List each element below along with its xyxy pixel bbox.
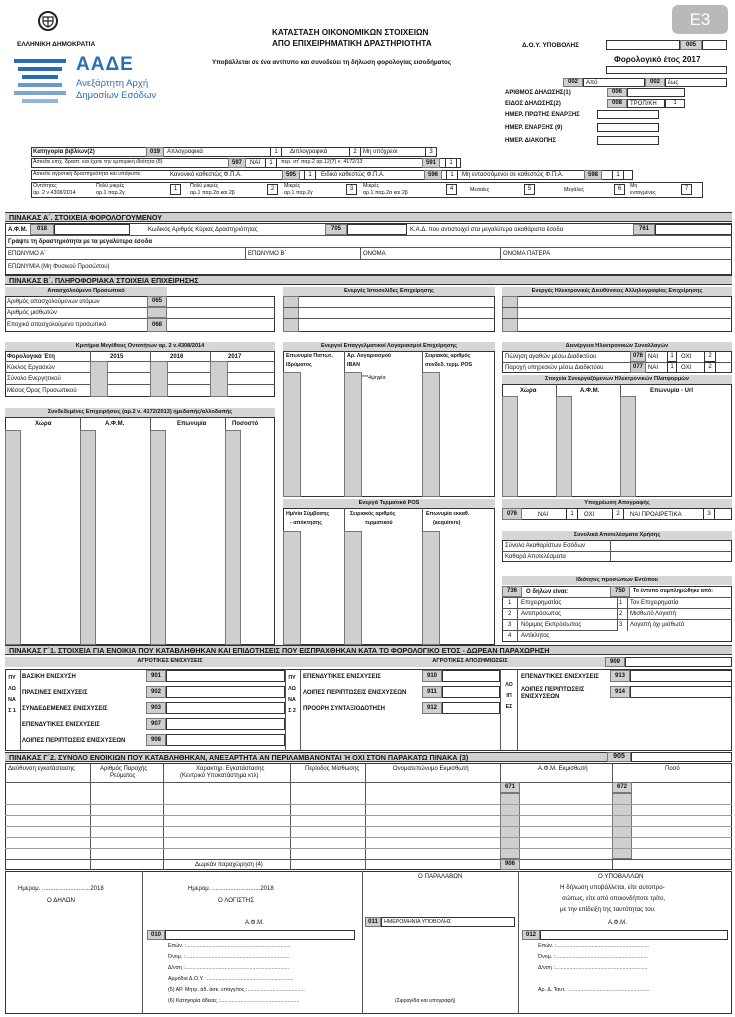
trade-question: Ασκείτε επιχ. δραστ. και έχετε την εμπορική ιδιότητα (8): [33, 159, 163, 165]
g1-r4: ΕΠΕΝΔΥΤΙΚΕΣ ΕΝΙΣΧΥΣΕΙΣ: [22, 722, 100, 728]
sign-acc-address: Δ/νση :.......................................................................: [168, 965, 290, 971]
pos-h2b: τερματικού: [365, 520, 393, 526]
filer-g-n1[interactable]: 1: [619, 600, 623, 606]
inv-code: 076: [502, 508, 522, 520]
form-title-1: ΚΑΤΑΣΤΑΣΗ ΟΙΚΟΝΟΜΙΚΩΝ ΣΤΟΙΧΕΙΩΝ: [272, 28, 429, 37]
g2-h1: Διεύθυνση εγκατάστασης: [8, 766, 75, 772]
pos-header: Ενεργά Τερματικά POS: [283, 499, 495, 508]
sign-date2: Ημερομ. .............................2018: [188, 886, 274, 892]
sign-subdate-label: ΗΜΕΡΟΜΗΝΙΑ ΥΠΟΒΟΛΗΣ: [384, 919, 452, 925]
aade-logo-sub2: Δημοσίων Εσόδων: [76, 90, 157, 101]
filer-n3[interactable]: 3: [508, 622, 512, 628]
agri-code1: 595: [282, 170, 300, 180]
sign-sub-name: Όνομ. :...............................................................: [538, 954, 648, 960]
kad-code: 705: [325, 224, 347, 235]
tax-year: Φορολογικό έτος 2017: [614, 55, 701, 64]
sign-note1: Η δήλωση υποβάλλεται, είτε αυτοπρο-: [560, 884, 665, 891]
filer-n1[interactable]: 1: [508, 600, 512, 606]
books-opt2-check[interactable]: 2: [349, 147, 361, 157]
g1-f5[interactable]: [166, 734, 285, 746]
sign-acc-license: (5) ΑΡ. Μητρ. άδ. άσκ. επαγγ/τος :.......................................: [168, 987, 305, 993]
size-o3a: Μικρές: [284, 183, 301, 189]
agri-question: Ασκείτε αγροτική δραστηριότητα και υπάγεστε:: [33, 171, 142, 177]
filer-f4: Αντίκλητος: [521, 633, 550, 639]
pos-h1b: - απόκτησης: [290, 520, 322, 526]
g1-r5: ΛΟΙΠΕΣ ΠΕΡΙΠΤΩΣΕΙΣ ΕΝΙΣΧΥΣΕΩΝ: [22, 738, 126, 744]
filer-header: Ιδιότητες προσώπων Εντύπου: [502, 576, 732, 585]
stop-date-label: ΗΜΕΡ. ΔΙΑΚΟΠΗΣ: [505, 138, 556, 144]
surname-a-label: ΕΠΩΝΥΜΟ Α΄: [8, 251, 47, 257]
bank-h3b: συνδεδ. τερμ. POS: [425, 362, 473, 368]
size-o4a: Μικρές: [363, 183, 380, 189]
g2-c672: 672: [612, 782, 632, 793]
size-o1a: Πολύ μικρές: [96, 183, 125, 189]
sign-note3: με την επίδειξη της ταυτότητας του.: [560, 906, 656, 913]
g1-c3: 903: [146, 702, 166, 714]
books-opt1-check[interactable]: 1: [270, 147, 282, 157]
staff-header: Απασχολούμενο Προσωπικό: [5, 287, 167, 296]
books-opt3: Μη υπόχρεοι: [363, 149, 398, 155]
inv-check2[interactable]: 2: [612, 508, 624, 520]
afm-label: Α.Φ.Μ.: [8, 227, 28, 233]
g1-c4: 907: [146, 718, 166, 730]
sign-code010: 010: [147, 930, 165, 940]
g2-code: 905: [607, 752, 631, 762]
staff-c1: 065: [147, 296, 167, 307]
decl-num-field[interactable]: [627, 88, 685, 97]
size-check6[interactable]: 6: [614, 184, 625, 195]
agri-opt1: Κανονικό καθεστώς Φ.Π.Α.: [170, 172, 242, 178]
web-table[interactable]: [283, 296, 495, 332]
plat-table[interactable]: [502, 384, 732, 497]
first-start-label: ΗΜΕΡ. ΠΡΩΤΗΣ ΕΝΑΡΞΗΣ: [505, 112, 580, 118]
g1-p2: ΛΟΙΠΕΣ ΠΕΡΙΠΤΩΣΕΙΣ ΕΝΙΣΧΥΣΕΩΝ: [303, 690, 407, 696]
rel-h4: Ποσοστό: [232, 421, 259, 427]
doy-code: 005: [680, 40, 702, 50]
father-label: ΟΝΟΜΑ ΠΑΤΕΡΑ: [503, 251, 551, 257]
period-to-label: έως: [668, 80, 679, 86]
ecom-no2: ΟΧΙ: [681, 365, 692, 371]
afm-field[interactable]: [54, 224, 130, 235]
filer-n4[interactable]: 4: [508, 633, 512, 639]
agri-check1[interactable]: 1: [304, 170, 316, 180]
g1-comp-code: 909: [605, 657, 625, 667]
inv-o2: ΟΧΙ: [584, 512, 595, 518]
trade-yes-check[interactable]: 1: [265, 158, 277, 168]
decl-type-code: 008: [607, 99, 627, 108]
inv-o3: ΝΑΙ ΠΡΟΑΙΡΕΤΙΚΑ: [630, 512, 682, 518]
aade-logo-text: ΑΑΔΕ: [76, 54, 134, 75]
g1-l2a: ΛΟΙΠΕΣ ΠΕΡΙΠΤΩΣΕΙΣ: [521, 687, 585, 693]
ecom-yes2: ΝΑΙ: [648, 365, 659, 371]
start-date-field[interactable]: [597, 123, 659, 132]
sign-code012: 012: [522, 930, 540, 940]
trade-code2: 591: [422, 158, 440, 168]
rel-h1: Χώρα: [35, 421, 52, 427]
staff-r3: Εποχικά απασχολούμενο προσωπικό: [7, 322, 107, 328]
email-header: Ενεργές Ηλεκτρονικές Διευθύνσεις Αλληλογραφίας Επιχείρησης: [502, 287, 732, 296]
rel-h2: Α.Φ.Μ.: [105, 421, 125, 427]
g1-f3[interactable]: [166, 702, 285, 714]
g2-h2a: Αριθμός Παροχής: [100, 766, 148, 772]
sign-sub-afm-field[interactable]: [540, 930, 728, 940]
web-header: Ενεργές Ιστοσελίδες Επιχείρησης: [283, 287, 495, 296]
size-check1[interactable]: 1: [170, 184, 181, 195]
g1-comp-header: ΑΓΡΟΤΙΚΕΣ ΑΠΟΖΗΜΙΩΣΕΙΣ: [335, 657, 605, 667]
ecom-c1: 076: [630, 351, 646, 362]
ecom-yes2-check[interactable]: 1: [667, 362, 677, 373]
form-title-2: ΑΠΟ ΕΠΙΧΕΙΡΗΜΑΤΙΚΗ ΔΡΑΣΤΗΡΙΟΤΗΤΑ: [272, 39, 432, 48]
bank-h1a: Επωνυμία Πιστωτ.: [286, 353, 333, 359]
agri-code2: 596: [424, 170, 442, 180]
sign-acc-doy: Αρμόδια Δ.Ο.Υ. :...........................................................: [168, 976, 294, 982]
pos-h3a: Επωνυμία εκκαθ.: [426, 511, 470, 517]
plat-header: Στοιχεία Συνεργαζόμενων Ηλεκτρονικών Πλατφορμών: [502, 375, 732, 384]
inv-o1: ΝΑΙ: [538, 512, 549, 518]
crit-y1: 2015: [110, 354, 124, 360]
trade-yes: ΝΑΙ: [250, 160, 261, 166]
size-check5[interactable]: 5: [524, 184, 535, 195]
ecom-yes1-check[interactable]: 1: [667, 351, 677, 362]
g1-pc2: 911: [422, 686, 442, 698]
res-r2: Καθαρά Αποτελέσματα: [505, 554, 566, 560]
name-label: ΟΝΟΜΑ: [363, 251, 386, 257]
g2-field[interactable]: [631, 752, 732, 762]
table-b-title: ΠΙΝΑΚΑΣ Β΄. ΠΛΗΡΟΦΟΡΙΑΚΑ ΣΤΟΙΧΕΙΑ ΕΠΙΧΕΙΡΗΣΗΣ: [5, 275, 732, 285]
size-check2[interactable]: 2: [267, 184, 278, 195]
activity-label: Γράψτε τη δραστηριότητα με τα μεγαλύτερα έσοδα: [8, 239, 153, 245]
sign-sub-surname: Επών. :...............................................................: [538, 943, 650, 949]
books-opt2: Διπλογραφικά: [290, 149, 328, 155]
g1-lc1: 913: [610, 670, 630, 682]
inv-check3[interactable]: 3: [703, 508, 715, 520]
size-o2a: Πολύ μικρές: [190, 183, 219, 189]
doy-field[interactable]: [606, 40, 680, 50]
crit-r3: Μέσος Όρος Προσωπικού: [7, 388, 77, 394]
inv-header: Υποχρέωση Απογραφής: [502, 499, 732, 508]
g1-pf1[interactable]: [442, 670, 500, 682]
crit-header: Κριτήρια Μεγέθους Οντοτήτων αρ. 2 ν.4308/2014: [5, 342, 275, 351]
doy-code-field[interactable]: [702, 40, 727, 50]
size-check4[interactable]: 4: [446, 184, 457, 195]
g1-c1: 901: [146, 670, 166, 682]
staff-r2: Αριθμός μισθωτών: [7, 310, 57, 316]
filer-f2: Αντιπρόσωπος: [521, 611, 562, 617]
filer-q: Ο δηλών είναι:: [526, 589, 569, 595]
ecom-r1: Πώληση αγαθών μέσω Διαδικτύου: [505, 354, 597, 360]
sign-acc-afm-field[interactable]: [165, 930, 355, 940]
g1-p1: ΕΠΕΝΔΥΤΙΚΕΣ ΕΝΙΣΧΥΣΕΙΣ: [303, 674, 381, 680]
sign-acc-afm: Α.Φ.Μ.: [245, 920, 264, 926]
decl-num-label: ΑΡΙΘΜΟΣ ΔΗΛΩΣΗΣ(1): [505, 90, 571, 96]
kad-label: Κωδικός Αριθμός Κύριας Δραστηριότητας: [148, 227, 258, 233]
sign-sub-afm: Α.Φ.Μ.: [608, 920, 627, 926]
surname-b-label: ΕΠΩΝΥΜΟ Β΄: [248, 251, 287, 257]
filer-f1: Επιχειρηματίας: [521, 600, 562, 606]
g1-side1: ΠΥΛΩΝΑΣ 1: [8, 675, 16, 714]
res-r1: Σύνολο Ακαθαρίστων Εσόδων: [505, 543, 586, 549]
filer-code2: 750: [610, 586, 630, 597]
g1-f2[interactable]: [166, 686, 285, 698]
g1-r1: ΒΑΣΙΚΗ ΕΝΙΣΧΥΣΗ: [22, 674, 76, 680]
stop-date-field[interactable]: [597, 136, 659, 145]
period-to-code: 002: [645, 78, 665, 87]
kad2-code: 761: [633, 224, 655, 235]
sign-subdate-field[interactable]: [381, 917, 515, 927]
pos-h3b: (acquirers): [433, 520, 461, 526]
sign-acc-category: (6) Κατηγορία άδειας :......................................................: [168, 998, 300, 1004]
trade-code: 597: [228, 158, 246, 168]
kad2-field[interactable]: [655, 224, 732, 235]
g2-h3b: (Κεντρικό Υποκατάστημα κτλ): [180, 773, 259, 779]
ecom-header: Διενέργεια Ηλεκτρονικών Συναλλαγών: [502, 342, 732, 351]
sign-sub-address: Δ/νση :...............................................................: [538, 965, 648, 971]
pos-h2a: Σειριακός αριθμός: [350, 511, 396, 517]
g2-c671: 671: [500, 782, 520, 793]
inv-check1[interactable]: 1: [566, 508, 578, 520]
filer-q2: Το έντυπο συμπληρώθηκε από:: [633, 588, 714, 594]
sign-submitter: Ο ΥΠΟΒΑΛΛΩΝ: [598, 873, 644, 880]
sign-stamp: (Σφραγίδα και υπογραφή): [395, 998, 456, 1004]
g1-lf2[interactable]: [630, 686, 732, 698]
g2-h5: Ονοματεπώνυμο Εκμισθωτή: [393, 766, 469, 772]
form-badge-e3: Ε3: [672, 5, 728, 34]
table-g1-title: ΠΙΝΑΚΑΣ Γ΄1. ΣΤΟΙΧΕΙΑ ΓΙΑ ΕΝΟΙΚΙΑ ΠΟΥ ΚΑΤΑΒΛΗΘΗΚΑΝ ΚΑΙ ΕΠΙΔΟΤΗΣΕΙΣ ΠΟΥ ΕΙΣΠΡΑΧΘΗΚΑΝ ΚΑΤΑ ΤΟ ΦΟΡΟΛΟΓΙΚΟ ΕΤΟΣ - ΔΩΡΕΑΝ ΠΑΡΑΧΩΡΗΣΗ: [5, 645, 732, 655]
g1-pc3: 912: [422, 702, 442, 714]
crit-r1: Κύκλος Εργασιών: [7, 365, 55, 371]
bank-h2b: IBAN: [347, 362, 360, 368]
trade-code2-check[interactable]: 1: [445, 158, 457, 168]
decl-num-code: 006: [607, 88, 627, 97]
size-check7[interactable]: 7: [681, 184, 692, 195]
size-o4b: αρ.1 παρ.2α και 2β: [363, 190, 408, 196]
sign-receiver: Ο ΠΑΡΑΛΑΒΩΝ: [418, 873, 463, 880]
decl-type-check[interactable]: 1: [665, 99, 685, 108]
g1-side2: ΠΥΛΩΝΑΣ 2: [288, 675, 296, 714]
staff-c3: 068: [147, 318, 167, 332]
g1-l1: ΕΠΕΝΔΥΤΙΚΕΣ ΕΝΙΣΧΥΣΕΙΣ: [521, 674, 599, 680]
size-o1b: αρ.1 παρ.2γ: [96, 190, 125, 196]
filer-n2[interactable]: 2: [508, 611, 512, 617]
state-name: ΕΛΛΗΝΙΚΗ ΔΗΜΟΚΡΑΤΙΑ: [17, 41, 96, 48]
kad2-label: Κ.Α.Δ. που αντιστοιχεί στα μεγαλύτερα ακαθάριστα έσοδα: [410, 227, 564, 233]
g1-f1[interactable]: [166, 670, 285, 682]
period-from-field[interactable]: [583, 78, 645, 87]
agri-code3: 598: [584, 170, 602, 180]
g1-comp-field[interactable]: [625, 657, 732, 667]
agri-check3[interactable]: 1: [612, 170, 624, 180]
plat-h1: Χώρα: [520, 388, 537, 394]
kad-field[interactable]: [347, 224, 407, 235]
rel-header: Συνδεδεμένες Επιχειρήσεις (αρ.2 ν. 4172/2013) ημεδαπής/αλλοδαπής: [5, 408, 275, 417]
sign-accountant: Ο ΛΟΓΙΣΤΗΣ: [218, 897, 255, 904]
period-to-field[interactable]: [665, 78, 727, 87]
size-label2: αρ. 2 ν.4308/2014: [33, 190, 76, 196]
agri-opt2: Ειδικό καθεστώς Φ.Π.Α.: [321, 172, 385, 178]
bank-note: ***4ψηφία: [362, 375, 386, 381]
bank-h2a: Αρ. Λογαριασμού: [347, 353, 392, 359]
g1-p3: ΠΡΟΟΡΗ ΣΥΝΤΑΞΙΟΔΟΤΗΣΗ: [303, 706, 385, 712]
staff-r1: Αριθμός απασχολούμενων ατόμων: [7, 299, 100, 305]
period-from-label: Από: [586, 80, 598, 86]
decl-type-label: ΕΙΔΟΣ ΔΗΛΩΣΗΣ(2): [505, 101, 561, 107]
trade-ref: περ. στ' παρ.2 αρ.12(7) ν. 4172/13: [281, 159, 363, 165]
bank-h3a: Σειριακός αριθμός: [425, 353, 471, 359]
ecom-c2: 077: [630, 362, 646, 373]
ecom-yes1: ΝΑΙ: [648, 354, 659, 360]
size-o3b: αρ.1 παρ.2γ: [284, 190, 313, 196]
crit-y3: 2017: [228, 354, 242, 360]
sign-acc-name: Όνομ. :.......................................................................: [168, 954, 290, 960]
bank-header: Ενεργοί Επαγγελματικοί Λογαριασμοί Επιχείρησης: [283, 342, 495, 351]
size-label1: Οντότητες: [33, 183, 57, 189]
g1-agri-header: ΑΓΡΟΤΙΚΕΣ ΕΝΙΣΧΥΣΕΙΣ: [5, 657, 335, 667]
size-o7b: ενταγμένες: [630, 190, 656, 196]
form-subtitle: Υποβάλλεται σε ένα αντίτυπο και συνοδεύει τη δήλωση φορολογίας εισοδήματος: [212, 59, 452, 66]
size-o5: Μεσαίες: [470, 187, 490, 193]
g1-side3: ΛΟΙΠΕΣ: [505, 682, 513, 710]
g1-r2: ΠΡΑΣΙΝΕΣ ΕΝΙΣΧΥΣΕΙΣ: [22, 690, 88, 696]
g1-pc1: 910: [422, 670, 442, 682]
start-date-label: ΗΜΕΡ. ΕΝΑΡΞΗΣ (9): [505, 125, 563, 131]
books-opt3-check[interactable]: 3: [425, 147, 437, 157]
staff-c2: [147, 307, 167, 318]
sign-declarant: Ο ΔΗΛΩΝ: [47, 897, 76, 904]
ecom-no2-check[interactable]: 2: [704, 362, 716, 373]
filer-g1: Τον Επιχειρηματία: [630, 600, 679, 606]
decl-type-value: ΤΡΟΠ/ΚΗ: [630, 101, 657, 107]
filer-g3: Λογιστή όχι μισθωτό: [630, 622, 685, 628]
crit-year-label: Φορολογικά Έτη: [7, 354, 55, 360]
table-g2-title: ΠΙΝΑΚΑΣ Γ΄2. ΣΥΝΟΛΟ ΕΝΟΙΚΙΩΝ ΠΟΥ ΚΑΤΑΒΛΗΘΗΚΑΝ, ΑΝΕΞΑΡΤΗΤΑ ΑΝ ΠΕΡΙΛΑΜΒΑΝΟΝΤΑΙ Ή ΟΧΙ ΣΤΟΝ ΠΑΡΑΚΑΤΩ ΠΙΝΑΚΑ (3): [5, 752, 607, 762]
company-label: ΕΠΩΝΥΜΙΑ (Μη Φυσικού Προσώπου): [8, 264, 110, 270]
ecom-no1-check[interactable]: 2: [704, 351, 716, 362]
pos-table[interactable]: [283, 508, 495, 645]
crit-r2: Σύνολο Ενεργητικού: [7, 376, 61, 382]
plat-h3: Επωνυμία - Url: [650, 388, 694, 394]
sign-acc-surname: Επών. :.......................................................................: [168, 943, 291, 949]
size-o2b: αρ.1 παρ.2α και 2β: [190, 190, 235, 196]
sign-sub-id: Αρ. Δ. Ταυτ. :.......................................................: [538, 987, 650, 993]
ecom-no1: ΟΧΙ: [681, 354, 692, 360]
g1-lc2: 914: [610, 686, 630, 698]
agri-opt3: Μη εντασσόμενοι σε καθεστώς Φ.Π.Α.: [462, 172, 564, 178]
g1-r3: ΣΥΝΔΕΔΕΜΕΝΕΣ ΕΝΙΣΧΥΣΕΙΣ: [22, 706, 108, 712]
crit-y2: 2016: [170, 354, 184, 360]
filer-g2: Μισθωτό Λογιστή: [630, 611, 677, 617]
g1-l2b: ΕΝΙΣΧΥΣΕΩΝ: [521, 694, 560, 700]
plat-h2: Α.Φ.Μ.: [580, 388, 600, 394]
tax-year-underline: [606, 66, 727, 74]
g1-c2: 902: [146, 686, 166, 698]
agri-check2[interactable]: 1: [446, 170, 458, 180]
g2-h4: Περίοδος Μίσθωσης: [305, 766, 360, 772]
email-table[interactable]: [502, 296, 732, 332]
books-label: Κατηγορία βιβλίων(2): [33, 149, 95, 155]
table-a-title: ΠΙΝΑΚΑΣ Α΄. ΣΤΟΙΧΕΙΑ ΦΟΡΟΛΟΓΟΥΜΕΝΟΥ: [5, 212, 732, 222]
books-opt1: Απλογραφικά: [167, 149, 203, 155]
filer-f3: Νόμιμος Εκπρόσωπος: [521, 622, 582, 628]
g2-h6: Α.Φ.Μ. Εκμισθωτή: [538, 766, 588, 772]
books-code: 019: [146, 147, 164, 157]
g1-pf2[interactable]: [442, 686, 500, 698]
g2-free: Δωρεάν παραχώρηση (4): [195, 862, 263, 868]
filer-g-n2[interactable]: 2: [619, 611, 623, 617]
ecom-r2: Παροχή υπηρεσιών μέσω Διαδικτύου: [505, 365, 604, 371]
doy-label: Δ.Ο.Υ. ΥΠΟΒΟΛΗΣ: [522, 42, 580, 49]
afm-code: 018: [30, 224, 54, 235]
pos-h1a: Ημ/νία Σύμβασης: [286, 511, 330, 517]
bank-h1b: Ιδρύματος: [286, 362, 312, 368]
g1-f4[interactable]: [166, 718, 285, 730]
coat-of-arms-icon: [38, 11, 58, 31]
sign-date1: Ημερομ. .............................2018: [18, 886, 104, 892]
g2-h2b: Ρεύματος: [110, 773, 136, 779]
first-start-field[interactable]: [597, 110, 659, 119]
size-o7a: Μη: [630, 183, 638, 189]
decl-type-field[interactable]: [627, 99, 665, 108]
size-o6: Μεγάλες: [564, 187, 585, 193]
filer-code: 736: [502, 586, 522, 597]
aade-logo: [14, 57, 66, 105]
filer-g-n3[interactable]: 3: [619, 622, 623, 628]
g1-lf1[interactable]: [630, 670, 732, 682]
bank-table[interactable]: [283, 351, 495, 497]
rel-h3: Επωνυμία: [177, 421, 207, 427]
sign-note2: σώπως, είτε από οποιονδήποτε τρίτο,: [562, 895, 666, 902]
g2-h7: Ποσό: [665, 766, 680, 772]
g1-c5: 908: [146, 734, 166, 746]
size-check3[interactable]: 3: [346, 184, 357, 195]
g2-h3a: Χαρακτηρ. Εγκατάστασης: [196, 766, 265, 772]
aade-logo-sub1: Ανεξάρτητη Αρχή: [76, 78, 149, 89]
sign-code011: 011: [365, 917, 381, 927]
results-header: Συνολικά Αποτελέσματα Χρήσης: [502, 531, 732, 540]
g2-c906: 906: [500, 859, 520, 870]
g1-pf3[interactable]: [442, 702, 500, 714]
period-from-code: 002: [563, 78, 583, 87]
